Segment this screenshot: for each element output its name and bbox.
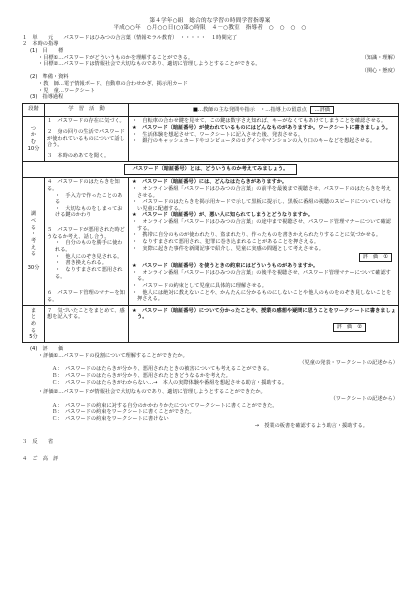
eval-1-source: （児童の発表・ワークシートの記述から）: [299, 359, 398, 366]
support-note: ・ 携帯に自分のものが使われたり、盗まれたり、作ったものを書きかえられたりすることに気づかせる。: [132, 232, 382, 239]
stage-char: む: [30, 138, 37, 145]
support-note: ・ 実際に起きた事件を新聞記事で紹介し、児童に実感の問題として考えさせる。: [132, 245, 324, 252]
activity-2: ２ 身の回りの生活でパスワードが使われているものについて話し合う。: [47, 128, 125, 149]
stage-char: る: [30, 327, 37, 334]
activity-cell-2: [45, 177, 129, 306]
activity-5-sub: ・ 書き換えられる。: [55, 260, 107, 267]
activity-6: ６ パスワード管理のマナーを知る。: [47, 290, 125, 304]
stage-char: ・: [30, 231, 37, 238]
activity-4-sub: ・ 大切なものをしまっておける鍵のかわり: [55, 205, 123, 219]
aim-2-text: ・目標②…パスワードは情報社会で大切なものであり、適切に管理しようとすることができる。: [38, 61, 261, 68]
activity-5-sub: ・ なりすまされて悪用される。: [55, 267, 123, 280]
stage-spacer: [25, 258, 42, 265]
activity-4-sub: ・ 手入力で作ったことのある: [55, 192, 123, 206]
stage-char: べ: [30, 218, 37, 225]
header-support-text: ■…教師の主な発問や指示 ・…指導上の留意点: [192, 106, 307, 113]
activity-3: ３ 本時のめあてを聞く。: [47, 152, 110, 159]
activity-cell-3: [45, 306, 129, 343]
document-header: [22, 18, 398, 33]
support-note: ・ 他人には絶対に教えないことや、かんたんに分かるものにしないことや他人のものをのぞき見しないことを押さえる。: [132, 289, 392, 303]
prep-title: (2) 準備・資料: [30, 74, 69, 81]
section-2-title: ２ 本時の指導: [22, 41, 59, 48]
support-cell-1: [129, 116, 399, 161]
stage-char: か: [30, 132, 37, 139]
support-note: ・ なりすまされて悪用され、犯罪に巻き込まれることがあることを押さえる。: [132, 239, 320, 246]
eval-2-box: 評 価 ②: [333, 323, 366, 332]
table-row-tsukamu: [23, 116, 399, 161]
table-question-row: [23, 162, 399, 178]
unit-line: １ 単 元 パスワードはひみつの合言葉（情報モラル教育） ・・・・・ １時間完了: [22, 34, 238, 41]
evaluation-section: [22, 346, 398, 429]
main-question: パスワード（暗証番号）とは、どういうものか考えてみましょう。: [124, 164, 298, 175]
eval-2-c-support: → 授業の板書を確認するよう助言・援助する。: [254, 422, 368, 429]
support-cell-3: [129, 306, 399, 343]
support-note: ・ オンライン番組「パスワードはひみつの合言葉」の前半を最後まで視聴させ、パスワードのはたらきを考えさせる。: [132, 185, 391, 199]
eval-1-b: Ｂ： パスワードのはたらきが分かり、悪用されたときどうなるかを考えた。: [52, 373, 231, 380]
support-note: ・ 生活体験を想起させて、ワークシートに記入させた後、発表させる。: [132, 131, 304, 138]
stage-char: ま: [30, 307, 37, 314]
aim-2-cont: [30, 68, 398, 75]
support-question: ★ パスワード（暗証番号）について分かったことや、授業の感想や疑問に思うことをワークシートに書きましょう。: [132, 307, 396, 321]
prep-students: ・児 童…ワークシート: [38, 87, 96, 94]
header-activity: 学 習 活 動: [45, 104, 129, 117]
support-question: ★ パスワード（暗証番号）が使われているものにはどんなものがありますか。ワークシートに書きましょう。: [132, 124, 391, 131]
stage-time: 10分: [27, 145, 40, 152]
stage-char: 考: [30, 238, 37, 245]
table-row-shiraberu: [23, 177, 399, 306]
support-note: ・ パスワードのはたらきを掲示用カードで示して黒板に提示し、黒板に番組の視聴のスピードについていけない児童に配慮する。: [132, 199, 392, 212]
stage-char: る: [30, 224, 37, 231]
stage-char: る: [30, 251, 37, 258]
prep-teacher: ・教 師…電子情報ボード、自動車の合わせかぎ、掲示用カード: [38, 81, 188, 88]
support-question: ★ パスワード（暗証番号）には、どんなはたらきがありますか。: [132, 179, 288, 186]
aim-3-tag: （関心・態度）: [361, 67, 398, 74]
support-cell-2: [129, 177, 399, 306]
review-heading: ４ ご 高 評: [22, 456, 59, 462]
aim-1-text: ・目標①…パスワードがどういうものかを理解することができる。: [38, 54, 194, 61]
activity-5: ５ パスワードが悪用された時どうなるか考え、話し合う。: [47, 227, 125, 240]
stage-char: 調: [30, 211, 37, 218]
support-note: ・ オンライン番組「パスワードはひみつの合言葉」の途中まで視聴させ、パスワード管理マナーについて確認する。: [132, 219, 391, 232]
eval-1-box: 評 価 ①: [359, 253, 392, 262]
support-note: ・ オンライン番組「パスワードはひみつの合言葉」の後半を視聴させ、パスワード管理マナーについて確認する。: [132, 269, 391, 283]
evaluation-title: (4) 評 価: [30, 346, 64, 353]
support-note: ・ パスワードの約束として児童に具体的に理解させる。: [132, 283, 267, 290]
activity-5-sub: ・ 自分のものを勝手に使われる。: [55, 240, 123, 254]
support-question: ★ パスワード（暗証番号）が、悪い人に知られてしまうとどうなりますか。: [132, 212, 314, 219]
activity-4: ４ パスワードのはたらきを知る。: [47, 179, 120, 192]
stage-char: と: [30, 314, 37, 321]
stage-time: 30分: [27, 264, 40, 271]
header-support: [129, 104, 399, 117]
support-note: ・ 銀行のキャッシュカードやコンピュータのログインやマンションの入り口のキーなどを想起させる。: [132, 138, 376, 145]
eval-2-source: （ワークシートの記述から）: [330, 396, 398, 403]
aim-2: [30, 61, 398, 68]
activity-cell-1: [45, 116, 129, 161]
header-stage: 段階: [23, 104, 45, 117]
aims-section: [22, 48, 398, 75]
lesson-process-table: [22, 103, 399, 343]
eval-1-head: ・評価①…パスワードの役割について理解することができたか。: [38, 353, 188, 360]
reflection-heading: ３ 反 省: [22, 439, 54, 446]
eval-1-c: Ｃ： パスワードのはたらきがわからない…→ 本人の実際体験や番組を想起させる助言・援助する。: [52, 379, 288, 386]
stage-tsukamu: [23, 116, 45, 161]
activity-5-sub: ・ 他人にのぞき見される。: [55, 253, 123, 260]
stage-char: え: [30, 244, 37, 251]
eval-2-head: ・評価②…パスワードが情報社会で大切なものであり、適切に管理しようとすることができたか。: [38, 389, 266, 396]
stage-char: め: [30, 321, 37, 327]
header-date-line: 平成○○年 ○月○○日(○)第○時限 ４－○教室 指導者 ○ ○ ○ ○: [113, 25, 307, 32]
table-row-matomeru: [23, 306, 399, 343]
header-eval-legend: …評価: [310, 106, 334, 115]
table-header-row: [23, 104, 399, 117]
activity-7: ７ 気づいたことをまとめて、感想を記入する。: [47, 307, 125, 321]
aims-title: (1) 目 標: [30, 47, 64, 54]
eval-2-a: Ａ： パスワードの約束に対する自分のかかわりかたについてワークシートに書くことができた。: [52, 402, 278, 409]
support-question: ★ パスワード（暗証番号）を使うときの約束にはどういうものがありますか。: [132, 263, 319, 270]
stage-matomeru: [23, 306, 45, 343]
eval-2-c: Ｃ： パスワードの約束をワークシートに書けない: [52, 416, 169, 423]
process-title: (3) 指導過程: [30, 94, 64, 101]
stage-shiraberu: [23, 177, 45, 306]
support-note: ・ 自転車の合わせ鍵を見せて、この鍵は数字さえ知れば、キーがなくてもあけてしまうことを確認させる。: [132, 118, 387, 125]
header-title: 第４学年○組 総合的な学習の時間学習指導案: [149, 18, 271, 24]
activity-1: １ パスワードの存在に気づく。: [47, 118, 125, 125]
eval-1-a: Ａ： パスワードのはたらきが分かり、悪用されたときの被害についても考えることができる。: [52, 366, 273, 373]
eval-2-b: Ｂ： パスワードの約束をワークシートに書くことができた。: [52, 409, 195, 416]
aim-1-tag: （知識・理解）: [361, 54, 398, 61]
stage-time: 5分: [29, 334, 38, 341]
stage-char: つ: [30, 125, 37, 132]
main-question-cell: [23, 162, 399, 178]
prep-section: [22, 74, 398, 94]
